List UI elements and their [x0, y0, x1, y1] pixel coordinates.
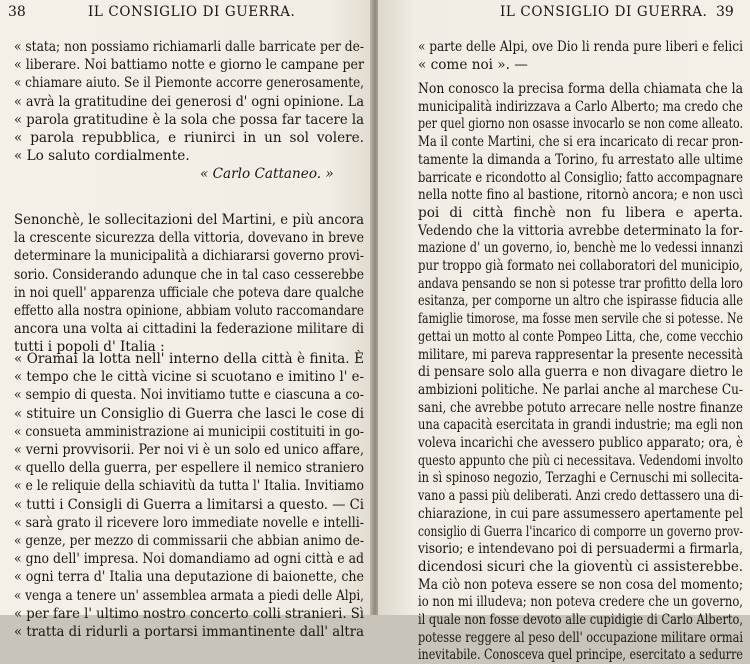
text-line: nella notte fino al bastione, ritornò ancora; e non uscì [418, 187, 743, 204]
text-line: chiarazione, in cui pare assumessero apertamente pel [418, 505, 743, 522]
text-line: « parola gratitudine è la sola che possa far tacere la [14, 111, 364, 128]
text-line: ambizioni politiche. Ne parlai anche al marchese Cu- [418, 381, 743, 398]
text-line: per quel giorno non osasse invocarlo se non come alleato. [418, 116, 743, 133]
text-line: la crescente sicurezza della vittoria, dovevano in breve [14, 230, 364, 247]
text-line: militare, mi pareva rappresentar la presente necessità [418, 346, 743, 363]
text-line: effetto alla nostra opinione, abbiam voluto raccomandare [14, 303, 364, 319]
text-line: poi di città finchè non fu libera e aperta. [418, 204, 743, 221]
text-line: mazione d' un governo, io, benchè me lo vedessi innanzi [418, 240, 743, 257]
text-line: « venga a tenere un' assemblea armata a piedi delle Alpi, [14, 587, 364, 604]
text-line: « parte delle Alpi, ove Dio li renda pure liberi e felici [418, 39, 743, 55]
text-line: il quale non fosse devoto alle cupidigie di Carlo Alberto, [418, 612, 743, 628]
text-line: andava pensando se non si potesse trar profitto della loro [418, 275, 743, 292]
text-line: io non mi illudeva; non poteva credere che un governo, [418, 594, 743, 611]
running-head: IL CONSIGLIO DI GUERRA. [500, 4, 708, 20]
text-line: « gno dell' impresa. Noi domandiamo ad ogni città e ad [14, 551, 364, 568]
text-line: « verni provvisorii. Per noi vi è un solo ed unico affare, [14, 442, 364, 458]
text-line: « tutti i Consigli di Guerra a limitarsi a questo. — Ci [14, 496, 364, 513]
text-line: « stata; non possiamo richiamarli dalle barricate per de- [14, 39, 364, 55]
text-line: inevitabile. Conosceva quel principe, esercitato a sedurre [418, 647, 743, 664]
text-line: Vedendo che la vittoria avrebbe determinato la for- [418, 222, 743, 239]
text-line: esitanza, per comporne un altro che ispirasse fiducia alle [418, 293, 743, 310]
text-line: visorio; e intendevano poi di persuadermi a firmarla, [418, 541, 743, 558]
text-line: sorio. Considerando adunque che in tal caso cesserebbe [14, 266, 364, 283]
text-line: « tempo che le città vicine si scuotano e imitino l' e- [14, 369, 364, 386]
text-line: Ma il conte Martini, che si era incaricato di recar pron- [418, 134, 743, 151]
text-line: in sì spinoso negozio, Terzaghi e Cernuschi mi sollecita- [418, 470, 743, 487]
text-line: « stituire un Consiglio di Guerra che lasci le cose di [14, 405, 364, 422]
text-line: questo appunto che più ci necessitava. Vedendomi involto [418, 452, 743, 469]
text-line: voleva incarichi che avessero publico apparato; ora, è [418, 435, 743, 451]
text-line: famiglie timorose, ma fosse men servile che si potesse. Ne [418, 311, 743, 328]
right-page [378, 0, 750, 664]
text-line: potesse reggere al peso dell' occupazione militare ormai [418, 629, 743, 646]
text-line: gettai un motto al conte Pompeo Litta, che, come vecchio [418, 328, 743, 345]
text-line: una capacità esercitata in grandi industrie; ma egli non [418, 417, 743, 434]
text-line: di pensare solo alla guerra e non divagare dietro le [418, 364, 743, 381]
text-line: « consueta amministrazione ai municipii costituiti in go- [14, 423, 364, 440]
left-page [0, 0, 372, 640]
text-line: tamente la dimanda a Torino, fu arrestato alle ultime [418, 151, 743, 168]
text-line: pur troppo già formato nei collaboratori del municipio, [418, 258, 743, 274]
text-line: vano a passi più deliberati. Anzi credo dettassero una di- [418, 488, 743, 505]
text-line: sani, che avrebbe potuto arrecare nelle nostre finanze [418, 399, 743, 416]
text-line: municipalità indirizzava a Carlo Alberto; ma credo che [418, 98, 743, 115]
text-line: in noi quell' apparenza ufficiale che poteva dare qualche [14, 284, 364, 301]
text-line: « Lo saluto cordialmente. [14, 148, 190, 165]
text-line: Non conosco la precisa forma della chiamata che la [418, 81, 743, 97]
text-line: Senonchè, le sollecitazioni del Martini, e più ancora [14, 212, 364, 228]
signature: « Carlo Cattaneo. » [200, 166, 334, 182]
text-line: « per fare l' ultimo nostro concerto colli stranieri. Sì [14, 605, 364, 622]
page-number: 38 [8, 4, 26, 20]
text-line: determinare la municipalità a dichiararsi governo provi- [14, 248, 364, 265]
text-line: Ma ciò non poteva essere se non cosa del momento; [418, 576, 743, 593]
text-line: dicendosi sicuri che la gioventù ci assisterebbe. [418, 558, 743, 575]
text-line: consiglio di Guerra l'incarico di comporre un governo prov- [418, 523, 743, 540]
text-line: « liberare. Noi battiamo notte e giorno le campane per [14, 57, 364, 74]
text-line: « genze, per mezzo di commissarii che abbian animo de- [14, 533, 364, 549]
text-line: « come noi ». — [418, 57, 528, 74]
running-head: IL CONSIGLIO DI GUERRA. [88, 4, 296, 20]
text-line: barricate e ricondotto al Consiglio; fatto accompagnare [418, 169, 743, 186]
text-line: tutti i popoli d' Italia : [14, 339, 165, 356]
text-line: ancora una volta ai cittadini la federazione militare di [14, 321, 364, 338]
page-number: 39 [716, 4, 734, 20]
text-line: « parola repubblica, e riunirci in un sol volere. [14, 130, 364, 146]
text-line: « avrà la gratitudine dei generosi d' ogni opinione. La [14, 93, 364, 110]
text-line: « sarà grato il ricevere loro immediate novelle e intelli- [14, 514, 364, 531]
text-line: « ogni terra d' Italia una deputazione di baionette, che [14, 569, 364, 586]
text-line: « chiamare aiuto. Se il Piemonte accorre generosamente, [14, 75, 364, 92]
text-line: « quello della guerra, per espellere il nemico straniero [14, 460, 364, 477]
text-line: « sempio di questa. Noi invitiamo tutte e ciascuna a co- [14, 387, 364, 404]
text-line: « tratta di ridurli a portarsi immantinente dall' altra [14, 624, 364, 640]
text-line: « e le reliquie della schiavitù da tutta l' Italia. Invitiamo [14, 478, 364, 495]
text-line: « Oramai la lotta nell' interno della città è finita. È [14, 351, 364, 367]
